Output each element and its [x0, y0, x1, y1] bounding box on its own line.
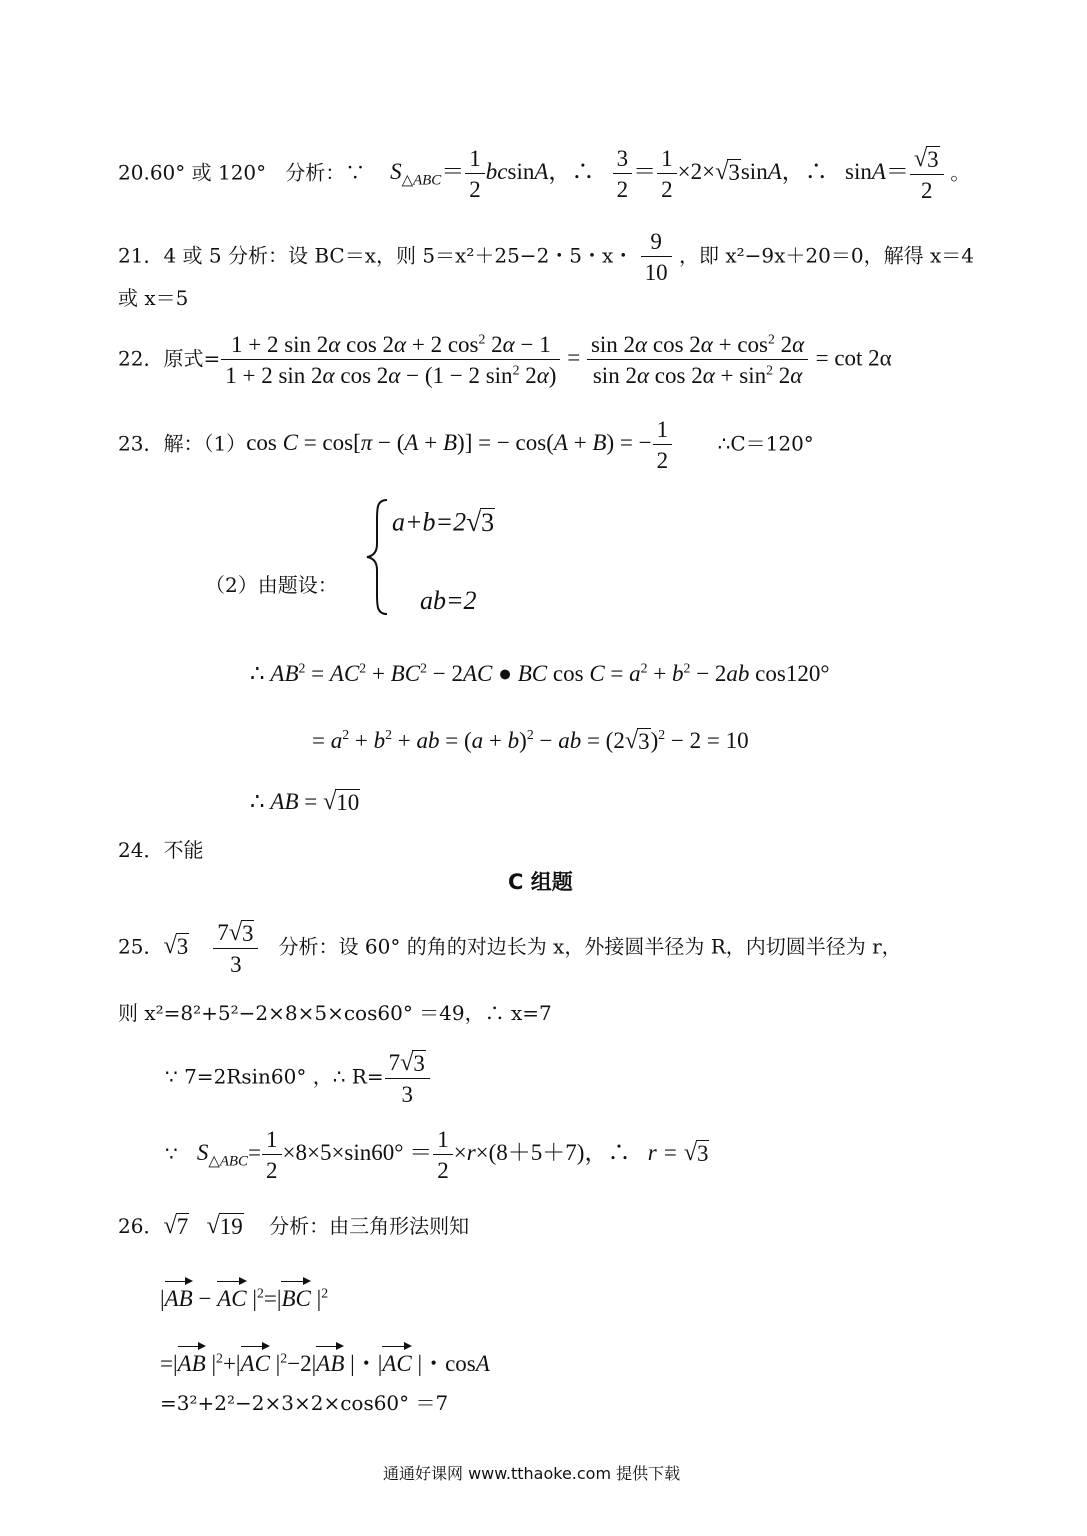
- q26-line1: |AB − AC $|^2=|BC$ $|^2$: [160, 1278, 328, 1310]
- page-footer: 通通好课网 www.tthaoke.com 提供下载: [383, 1464, 681, 1483]
- q23-ab-result: ∴ AB = √ 10: [250, 787, 360, 815]
- q25-line2: 则 x²=8²+5²−2×8×5×cos60° ＝49，∴ x=7: [118, 1001, 552, 1025]
- q20-number: 20.: [118, 160, 150, 185]
- q21-fraction: $\frac{9}{10}$: [643, 230, 670, 284]
- q20-analysis: 分析：∵: [285, 160, 366, 185]
- q25-analysis: 分析：设 60° 的角的对边长为 x，外接圆半径为 R，内切圆半径为 r，: [278, 934, 902, 959]
- system-eq1: a+b=2 √ 3: [392, 506, 495, 537]
- q20-formula: $S_{\triangle ABC}=$ $\frac{1}{2}$ bcsinA，∴ $\frac{3}{2}$ ＝ $\frac{1}{2}$ ×2× √ 3 sinA，∴ sinA＝ √ 3 2: [384, 159, 950, 184]
- question-21: [118, 230, 974, 284]
- q23-label: 23．解：（1）: [118, 431, 247, 456]
- section-title: C 组题: [508, 870, 573, 894]
- q23-formula: cos C = cos[π − (A + B)] = − cos(A + B) = − $\frac{1}{2}$: [246, 430, 673, 455]
- q25-line3: ∵ 7=2Rsin60° ，∴ R= 7 √ 3 3: [165, 1050, 431, 1106]
- q23-tail: ∴C＝120°: [717, 431, 814, 456]
- q22-formula: $\frac{1 + 2 \sin 2\alpha \cos 2\alpha + 2 \cos^2 2\alpha - 1}{1 + 2 \sin 2\alpha \cos 2\alpha - (1 - 2 \sin^2 2\alpha)}$ = $\frac{\sin 2\alpha \cos 2\alpha + \cos^2 2\alpha}{\sin 2\alpha \cos 2\alpha + \sin^2 2\alpha}$: [220, 345, 809, 370]
- question-24: 24．不能: [118, 838, 204, 862]
- system-brace: [365, 498, 389, 616]
- q21-line1b: ，即 x²−9x＋20＝0，解得 x＝4: [679, 243, 974, 268]
- q26-analysis: 分析：由三角形法则知: [269, 1213, 470, 1238]
- q23-ab-squared: ∴ $AB^2 = AC^2 + BC^2 - 2AC$ ● BC $\cos C = a^2 + b^2 - 2ab$ cos120°: [250, 660, 830, 686]
- question-22: [118, 333, 892, 387]
- q26-answers: √ 7 √ 19: [163, 1211, 243, 1239]
- question-23: [118, 418, 814, 472]
- q21-line2: 或 x＝5: [118, 286, 189, 310]
- q23-simplify: = $a^2 + b^2$ + ab = $(a + b)^2$ − ab = (2 √ 3 )$^2$ − 2 = 10: [312, 726, 749, 754]
- q20-answer: 60° 或 120°: [149, 160, 267, 185]
- q25-answers: √ 3 7 √ 3 3: [163, 933, 259, 958]
- q25-line4: ∵ $S_{\triangle ABC}=$ $\frac{1}{2}$ ×8×5×sin60° ＝ $\frac{1}{2}$ ×r×(8＋5＋7)，∴ r = √ 3: [165, 1127, 709, 1183]
- q26-label: 26．: [118, 1213, 164, 1238]
- q26-line4: =3²+2²−2×3×2×cos60° ＝7: [160, 1391, 449, 1415]
- question-20: [118, 146, 970, 202]
- question-25: [118, 920, 902, 976]
- q25-label: 25．: [118, 934, 164, 959]
- q26-line2: =|AB $|^2+|AC$ $|^2-2|AB$ |・|AC |・cosA: [160, 1343, 490, 1375]
- q20-end: 。: [950, 160, 971, 185]
- q21-line1: 21．4 或 5 分析：设 BC＝x，则 5＝x²＋25−2・5・x・: [118, 243, 634, 268]
- q22-label: 22．原式=: [118, 346, 221, 371]
- q22-result: = cot 2α: [815, 345, 892, 371]
- q23-part2: （2）由题设：: [205, 573, 338, 597]
- system-eq2: ab=2: [420, 586, 477, 615]
- question-26: [118, 1213, 469, 1238]
